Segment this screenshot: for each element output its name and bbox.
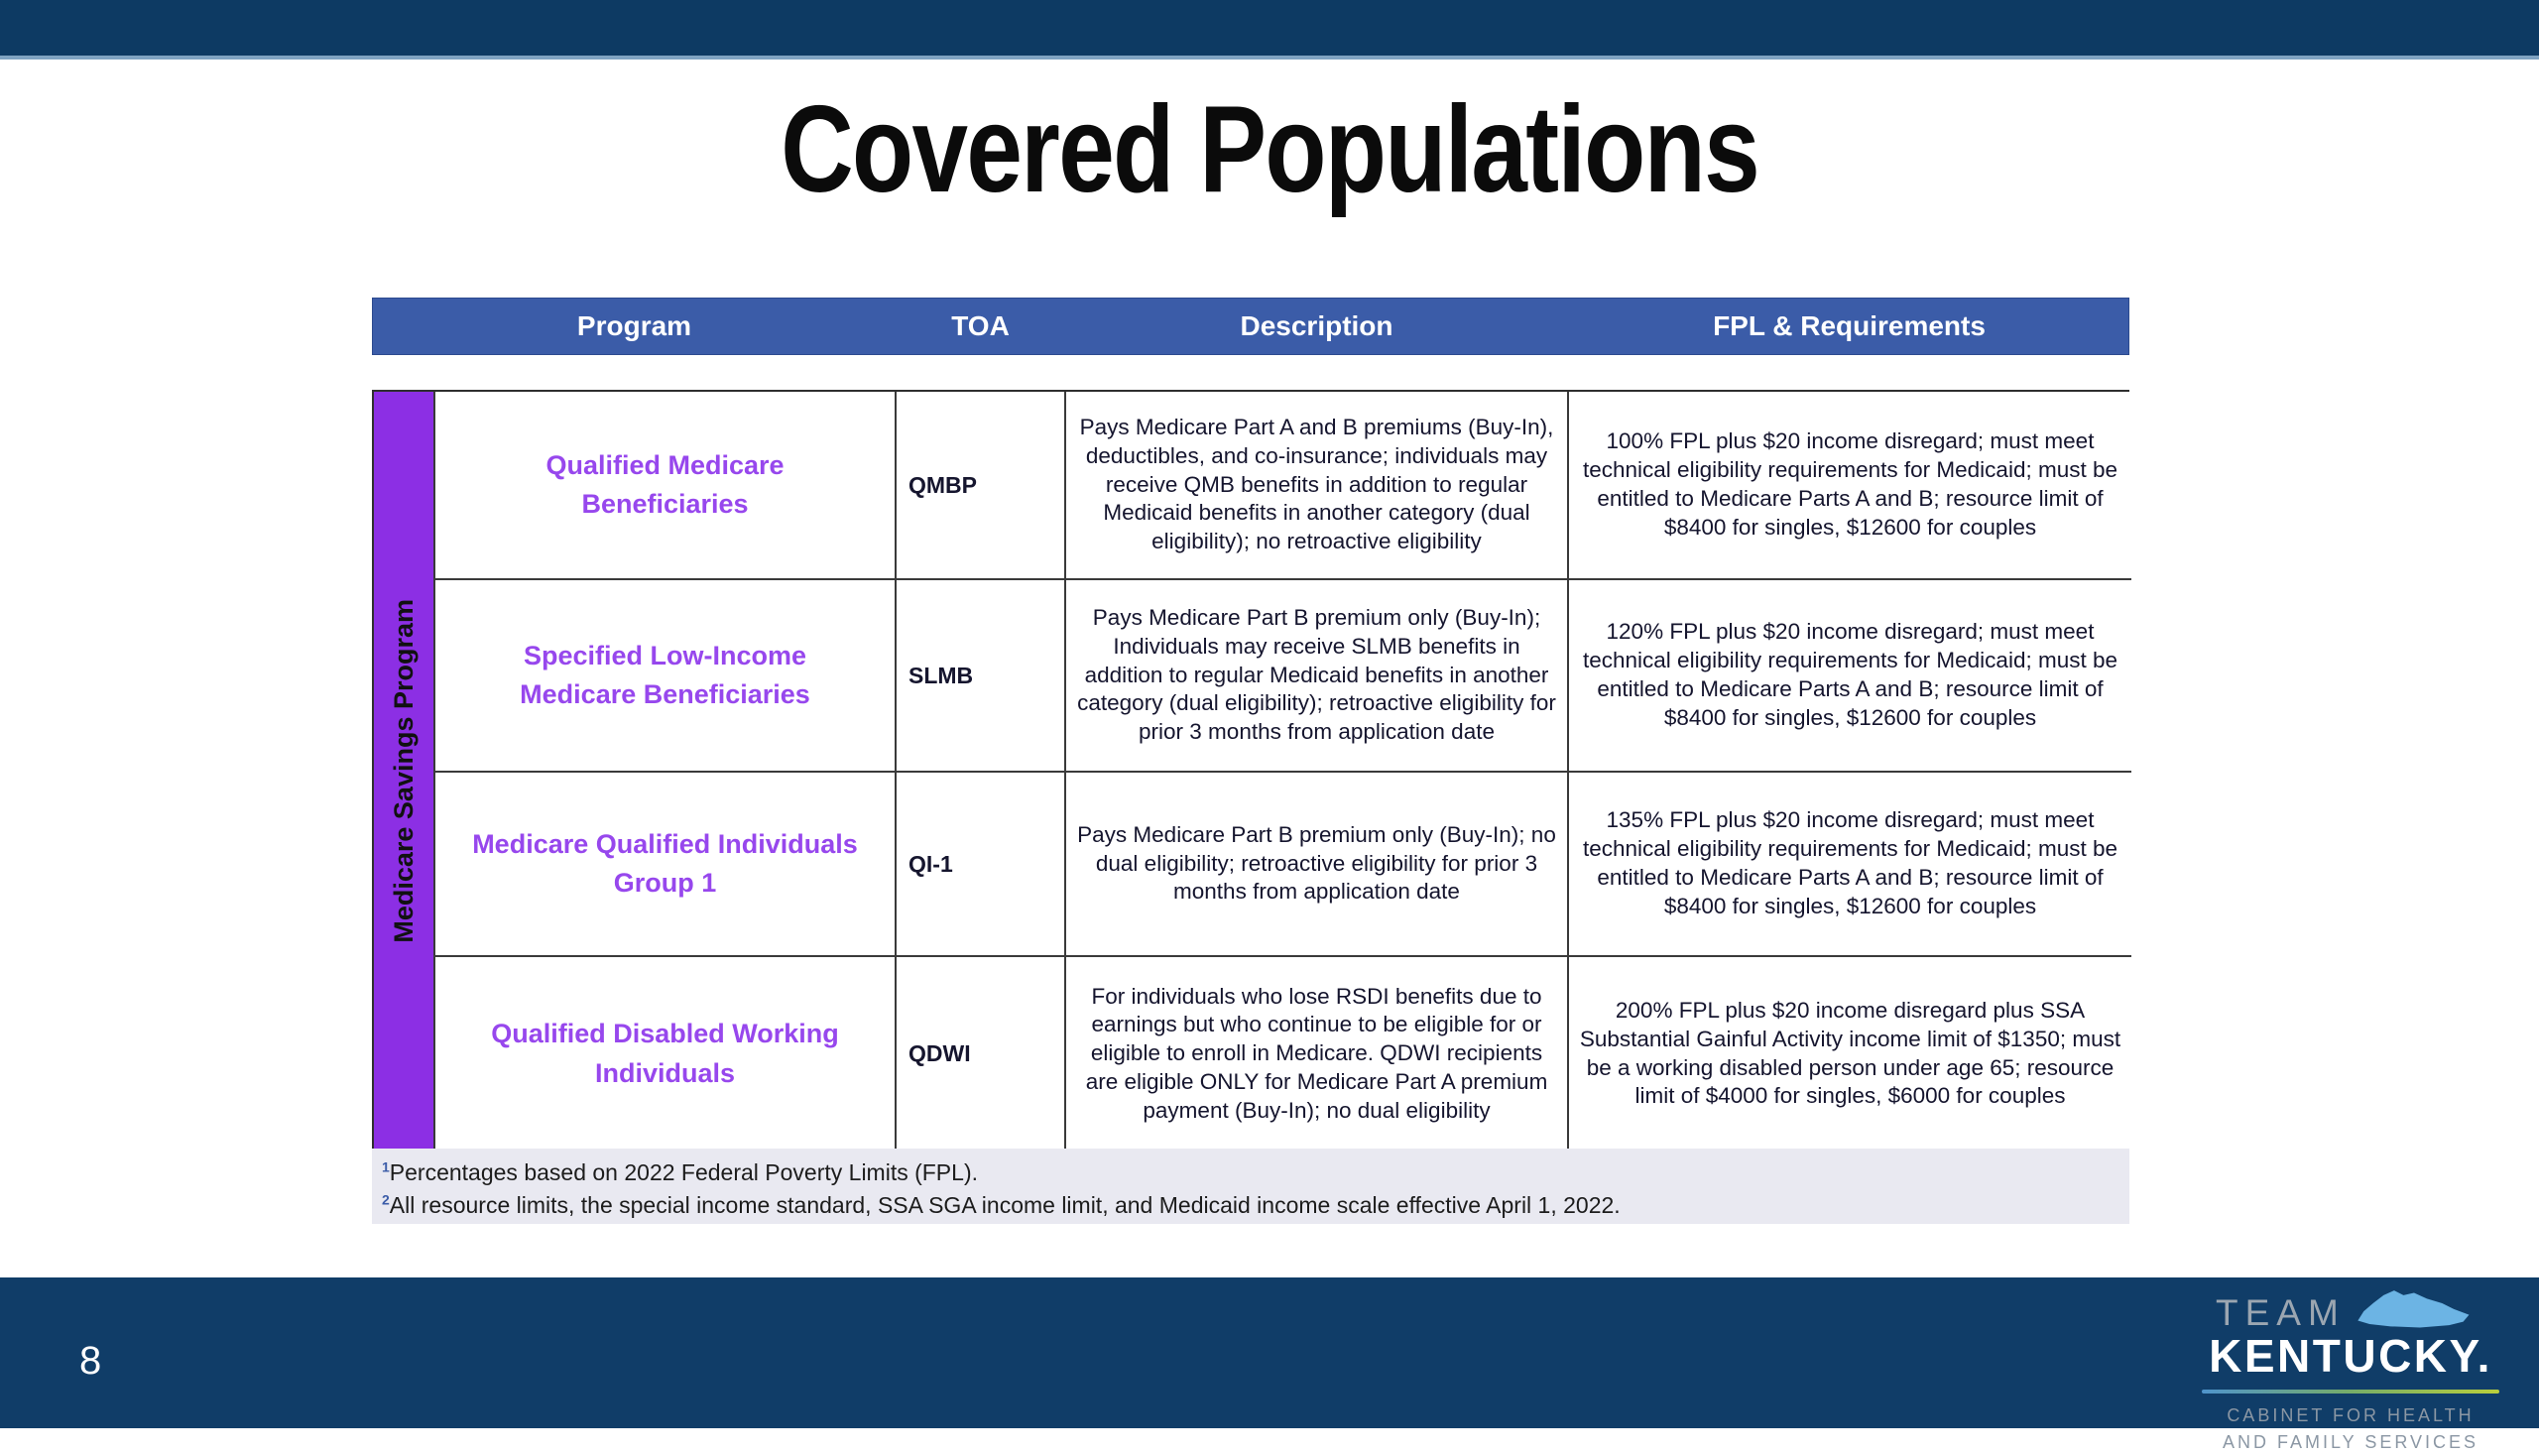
table-row-2-toa-cell: SLMB [897,580,1066,773]
group-band-medicare-savings-program [374,392,435,1151]
footnote-2-text: All resource limits, the special income standard, SSA SGA income limit, and Medicaid income scale effective April 1, 2022. [389,1191,1621,1218]
logo-team-row [2196,1285,2505,1331]
program-name: Qualified Disabled Working Individuals [491,1019,839,1088]
footnote-2 [382,1189,2117,1222]
logo-kentucky-text: KENTUCKY. [2209,1330,2492,1382]
top-navy-bar [0,0,2539,60]
table-row-4-description-cell: For individuals who lose RSDI benefits due to earnings but who continue to be eligible for or eligible to enroll in Medicare. QDWI recipients are eligible ONLY for Medicare Part A premium payment (Buy-In); no dual eligibility [1066,957,1569,1151]
kentucky-state-icon [2356,1289,2473,1331]
table-row-3-program-cell [435,773,897,957]
table-row-1-toa-cell: QMBP [897,392,1066,580]
table-header-row [372,298,2129,355]
logo-cabinet-line1: CABINET FOR HEALTH [2227,1404,2475,1425]
logo-cabinet-line2: AND FAMILY SERVICES [2222,1431,2479,1452]
table-body [372,390,2129,1153]
table-row-2-program-cell [435,580,897,773]
table-row-3-fpl-cell: 135% FPL plus $20 income disregard; must meet technical eligibility requirements for Medicaid; must be entitled to Medicare Parts A and B; resource limit of $8400 for singles, $12600 for couples [1569,773,2131,957]
covered-populations-table [372,298,2129,1153]
program-name: Medicare Qualified Individuals Group 1 [472,828,858,898]
table-row-1-fpl-cell: 100% FPL plus $20 income disregard; must meet technical eligibility requirements for Medicaid; must be entitled to Medicare Parts A and B; resource limit of $8400 for singles, $12600 for couples [1569,392,2131,580]
table-row-4-fpl-cell: 200% FPL plus $20 income disregard plus SSA Substantial Gainful Activity income limit of $1350; must be a working disabled person under age 65; resource limit of $4000 for singles, $6000 for couples [1569,957,2131,1151]
page-number: 8 [79,1339,102,1383]
table-row-2-fpl-cell: 120% FPL plus $20 income disregard; must meet technical eligibility requirements for Medicaid; must be entitled to Medicare Parts A and B; resource limit of $8400 for singles, $12600 for couples [1569,580,2131,773]
table-row-3-description-cell: Pays Medicare Part B premium only (Buy-In); no dual eligibility; retroactive eligibility for prior 3 months from application date [1066,773,1569,957]
column-header-toa: TOA [951,310,1010,341]
table-row-4-toa-cell: QDWI [897,957,1066,1151]
table-row-1-program-cell [435,392,897,580]
footnotes-block [372,1149,2129,1224]
program-name: Specified Low-Income Medicare Beneficiaries [520,640,810,709]
group-band-label: Medicare Savings Program [388,599,419,943]
footnote-1 [382,1156,2117,1189]
table-row-3-toa-cell: QI-1 [897,773,1066,957]
table-row-2-description-cell: Pays Medicare Part B premium only (Buy-In); Individuals may receive SLMB benefits in addition to regular Medicaid benefits in another category (dual eligibility); retroactive eligibility for prior 3 months from application date [1066,580,1569,773]
column-header-description: Description [1240,310,1393,341]
footnote-1-text: Percentages based on 2022 Federal Poverty Limits (FPL). [389,1159,978,1185]
logo-team-text: TEAM [2216,1292,2346,1333]
team-kentucky-logo [2196,1285,2505,1456]
logo-gradient-rule [2202,1390,2499,1394]
program-name: Qualified Medicare Beneficiaries [545,449,785,519]
bottom-navy-bar [0,1277,2539,1428]
footnote-2-marker: 2 [382,1191,390,1207]
footnote-1-marker: 1 [382,1158,390,1175]
title-container [0,58,2539,241]
column-header-program: Program [576,310,692,341]
column-header-fpl: FPL & Requirements [1713,310,1986,341]
table-row-1-description-cell: Pays Medicare Part A and B premiums (Buy-In), deductibles, and co-insurance; individuals may receive QMB benefits in addition to regular Medicaid benefits in another category (dual eligibility); no retroactive eligibility [1066,392,1569,580]
table-row-4-program-cell [435,957,897,1151]
page-title: Covered Populations [781,80,1758,218]
